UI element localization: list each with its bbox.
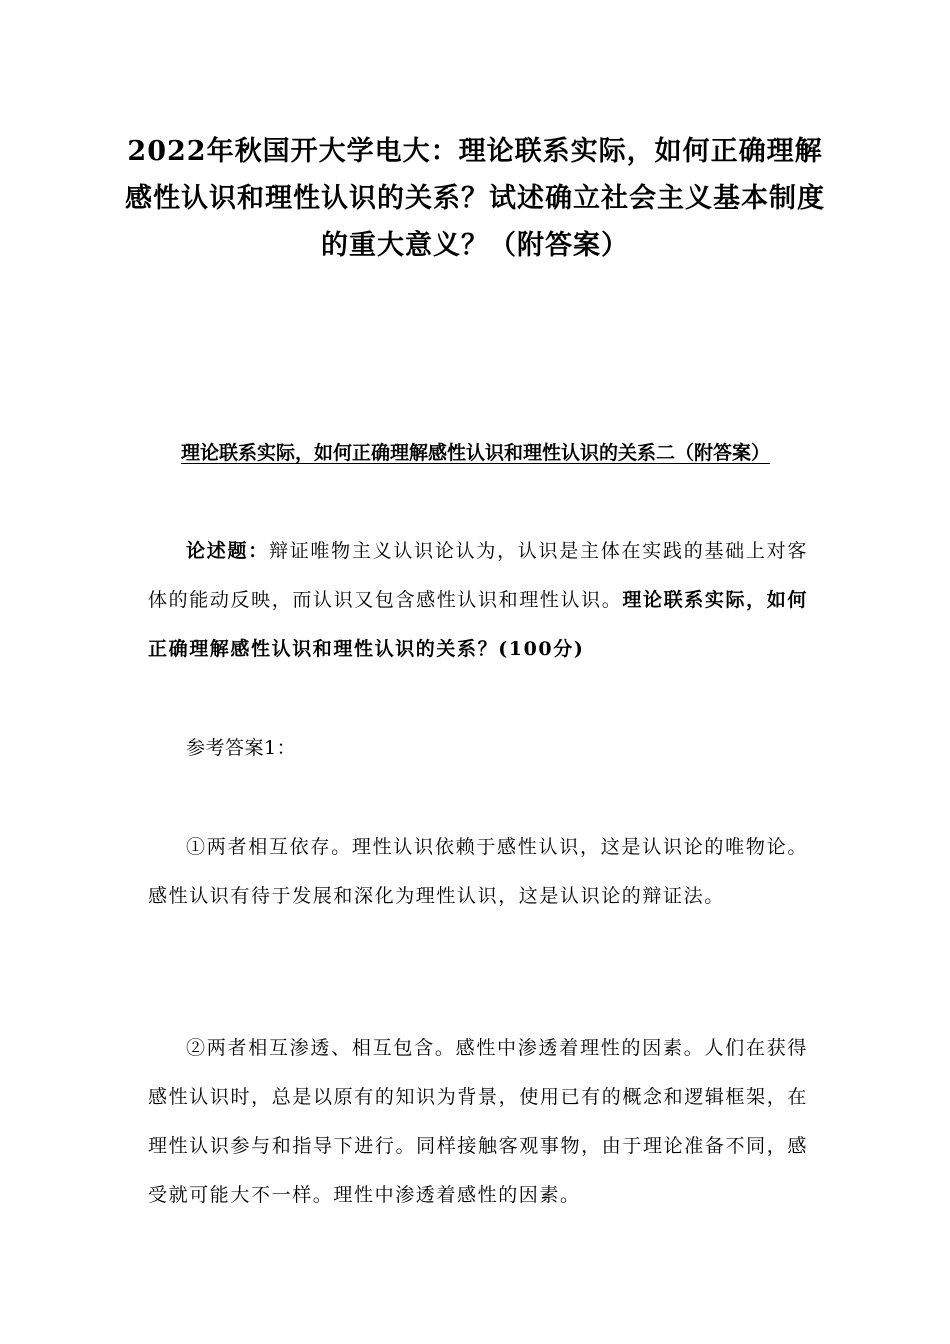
document-title: 2022年秋国开大学电大：理论联系实际，如何正确理解感性认识和理性认识的关系？试述确立社会主义基本制度的重大意义？（附答案） <box>125 136 825 261</box>
section-heading: 理论联系实际，如何正确理解感性认识和理性认识的关系二（附答案） <box>180 442 770 464</box>
essay-question-paragraph <box>148 527 808 674</box>
essay-label: 论述题： <box>186 540 269 562</box>
reference-answer-label: 参考答案1： <box>186 737 297 759</box>
answer-paragraph-1: ①两者相互依存。理性认识依赖于感性认识，这是认识论的唯物论。感性认识有待于发展和深化为理性认识，这是认识论的辩证法。 <box>148 836 808 907</box>
answer-paragraph-2: ②两者相互渗透、相互包含。感性中渗透着理性的因素。人们在获得感性认识时，总是以原有的知识为背景，使用已有的概念和逻辑框架，在理性认识参与和指导下进行。同样接触客观事物，由于理论准备不同，感受就可能大不一样。理性中渗透着感性的因素。 <box>148 1037 808 1206</box>
essay-text: 辩证唯物主义认识论认为，认识是主体在实践的基础上对客体的能动反映，而认识又包含感性认识和理性认识。 <box>148 540 808 611</box>
essay-question: 理论联系实际，如何正确理解感性认识和理性认识的关系？(100分) <box>148 589 808 660</box>
